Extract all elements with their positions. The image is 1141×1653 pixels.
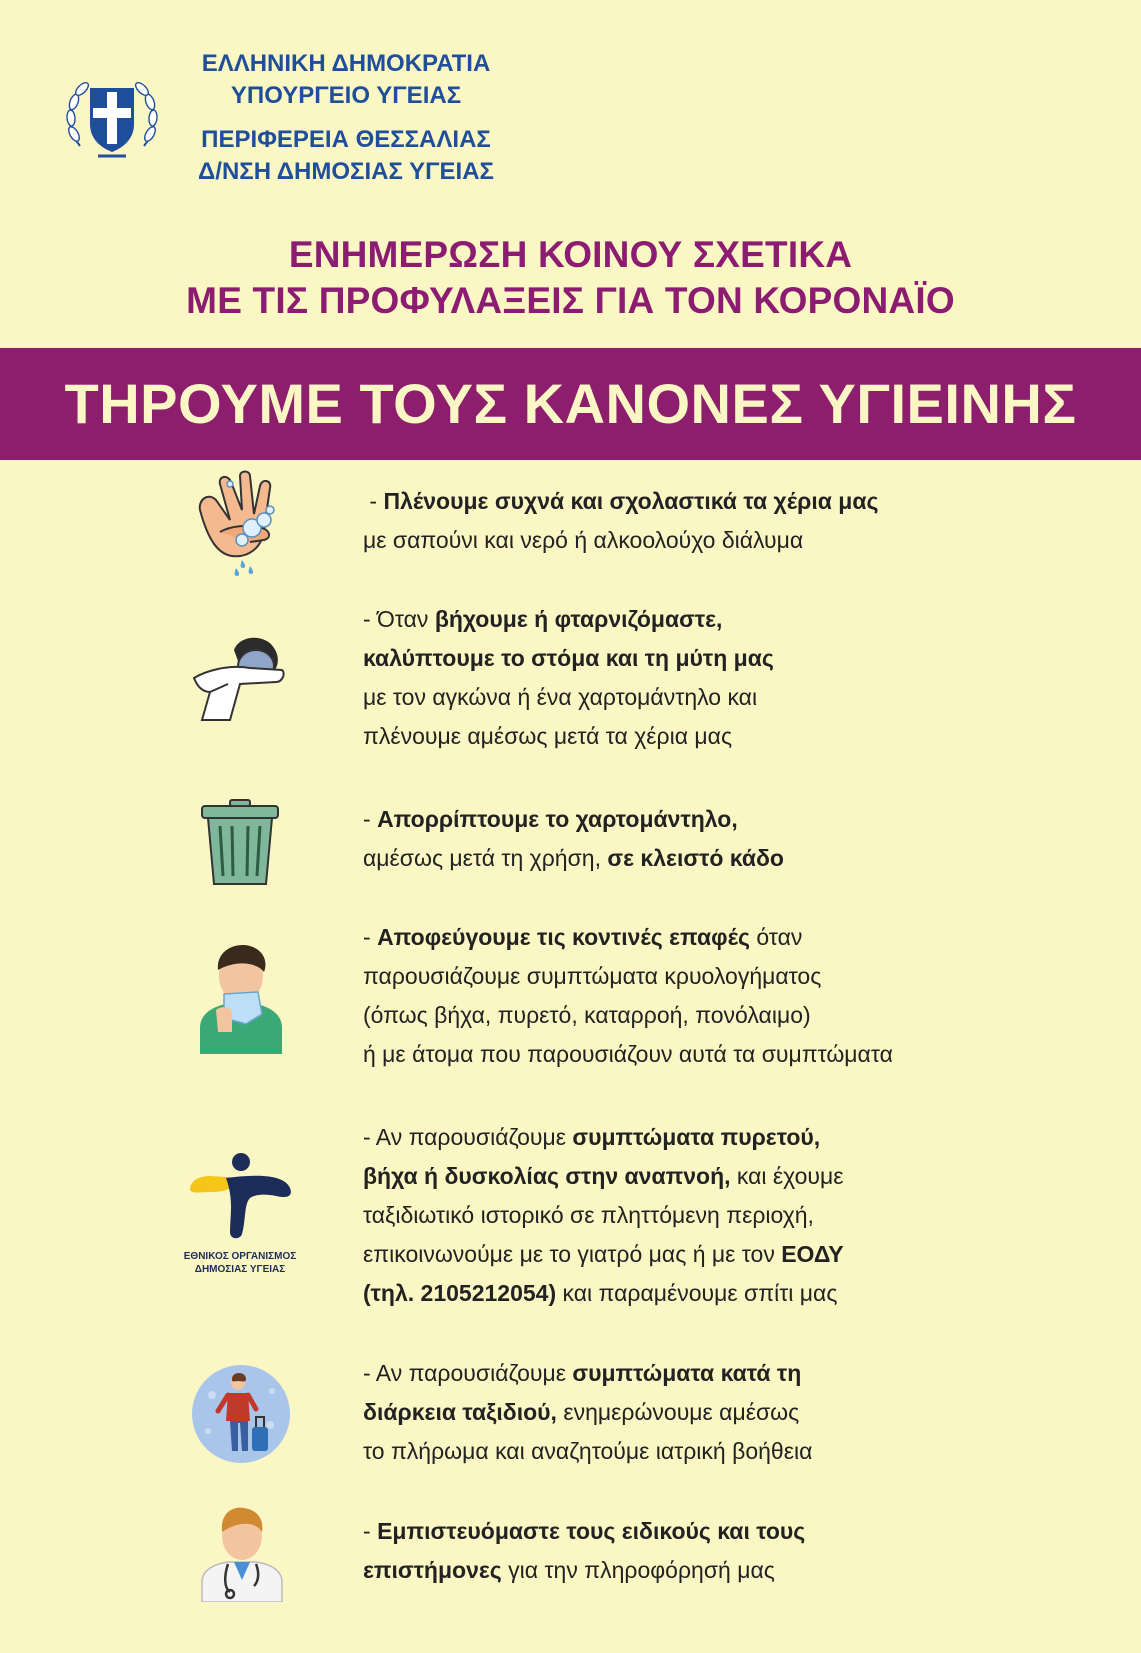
rule-text: όταν — [749, 924, 803, 950]
rule-text-bold: επιστήμονες — [363, 1557, 502, 1583]
rule-text-bold: καλύπτουμε το στόμα και τη μύτη μας — [363, 645, 774, 671]
rule-line — [363, 1118, 1103, 1157]
eody-logo-text — [170, 1250, 310, 1276]
greek-cross-emblem-icon — [62, 68, 162, 168]
sneezing-into-elbow-icon — [190, 632, 290, 722]
eody-logo-text-line-2: ΔΗΜΟΣΙΑΣ ΥΓΕΙΑΣ — [194, 1264, 286, 1275]
rule-line — [363, 639, 1103, 678]
rule-line — [363, 918, 1103, 957]
rule-text: επικοινωνούμε με το γιατρό μας ή με τον — [363, 1241, 782, 1267]
rule-line — [363, 800, 1103, 839]
rule-line — [363, 717, 1103, 756]
rule-line — [363, 1235, 1103, 1274]
rule-text: για την πληροφόρησή μας — [501, 1557, 775, 1583]
rule-text: - — [363, 1518, 378, 1544]
rule-text: - Όταν — [363, 606, 435, 632]
rule-line — [363, 521, 1103, 560]
eody-logo-text-line-1: ΕΘΝΙΚΟΣ ΟΡΓΑΝΙΣΜΟΣ — [183, 1251, 297, 1262]
rule-line — [363, 1512, 1103, 1551]
trash-bin-icon — [200, 798, 280, 886]
rule-line — [363, 1393, 1103, 1432]
org-region — [176, 124, 516, 188]
hand-washing-icon — [190, 470, 290, 580]
rule-text: παρουσιάζουμε συμπτώματα κρυολογήματος — [363, 963, 822, 989]
rule-text-bold: βήχα ή δυσκολίας στην αναπνοή, — [363, 1163, 731, 1189]
rule-text: αμέσως μετά τη χρήση, — [363, 845, 608, 871]
page-title: ΤΗΡΟΥΜΕ ΤΟΥΣ ΚΑΝΟΝΕΣ ΥΓΙΕΙΝΗΣ — [64, 372, 1077, 435]
rule-line — [363, 1551, 1103, 1590]
rule-text-bold: Αποφεύγουμε τις κοντινές επαφές — [377, 924, 750, 950]
rule-cover-cough — [363, 600, 1103, 756]
rule-line — [363, 1432, 1103, 1471]
subtitle-line-1: ΕΝΗΜΕΡΩΣΗ ΚΟΙΝΟΥ ΣΧΕΤΙΚΑ — [288, 234, 853, 275]
rule-contact-eody — [363, 1118, 1103, 1313]
rule-text: το πλήρωμα και αναζητούμε ιατρική βοήθεια — [363, 1438, 813, 1464]
rule-text-bold: Απορρίπτουμε το χαρτομάντηλο, — [377, 806, 738, 832]
rule-text-bold: (τηλ. 2105212054) — [363, 1280, 557, 1306]
rule-hand-washing — [363, 482, 1103, 560]
rule-text: ή με άτομα που παρουσιάζουν αυτά τα συμπτώματα — [363, 1041, 893, 1067]
rule-travel-symptoms — [363, 1354, 1103, 1471]
org-ministry — [176, 48, 516, 112]
org-line-republic: ΕΛΛΗΝΙΚΗ ΔΗΜΟΚΡΑΤΙΑ — [201, 50, 491, 77]
rule-dispose-tissue — [363, 800, 1103, 878]
subtitle-line-2: ΜΕ ΤΙΣ ΠΡΟΦΥΛΑΞΕΙΣ ΓΙΑ ΤΟΝ ΚΟΡΟΝΑΪΟ — [186, 280, 955, 321]
rule-text-bold: Εμπιστευόμαστε τους ειδικούς και τους — [377, 1518, 806, 1544]
rule-text-bold: συμπτώματα κατά τη — [572, 1360, 802, 1386]
rule-line — [363, 996, 1103, 1035]
rule-text: με τον αγκώνα ή ένα χαρτομάντηλο και — [363, 684, 758, 710]
rule-text-bold: ΕΟΔΥ — [781, 1241, 844, 1267]
traveler-woman-icon — [192, 1365, 290, 1463]
rule-text: και έχουμε — [730, 1163, 844, 1189]
rule-line — [363, 1354, 1103, 1393]
eody-logo-icon — [186, 1150, 296, 1242]
rule-line — [363, 678, 1103, 717]
org-line-directorate: Δ/ΝΣΗ ΔΗΜΟΣΙΑΣ ΥΓΕΙΑΣ — [198, 158, 494, 185]
rule-text: (όπως βήχα, πυρετό, καταρροή, πονόλαιμο) — [363, 1002, 811, 1028]
rule-line — [363, 1196, 1103, 1235]
rule-line — [363, 957, 1103, 996]
rule-text: - — [363, 924, 378, 950]
rule-line — [363, 1035, 1103, 1074]
rule-text: με σαπούνι και νερό ή αλκοολούχο διάλυμα — [363, 527, 804, 553]
rule-text: - Αν παρουσιάζουμε — [363, 1124, 573, 1150]
rule-avoid-contact — [363, 918, 1103, 1074]
title-banner — [0, 348, 1141, 460]
sick-person-tissue-icon — [196, 942, 286, 1054]
rule-line — [363, 839, 1103, 878]
rule-text: ενημερώνουμε αμέσως — [556, 1399, 800, 1425]
rule-line — [363, 1157, 1103, 1196]
rule-line — [363, 1274, 1103, 1313]
rule-text-bold: βήχουμε ή φταρνιζόμαστε, — [434, 606, 723, 632]
rule-text-bold: Πλένουμε συχνά και σχολαστικά τα χέρια μας — [383, 488, 879, 514]
rule-text: πλένουμε αμέσως μετά τα χέρια μας — [363, 723, 733, 749]
rule-text: - Αν παρουσιάζουμε — [363, 1360, 573, 1386]
rule-text: ταξιδιωτικό ιστορικό σε πληττόμενη περιοχή, — [363, 1202, 814, 1228]
rule-text: - — [363, 488, 384, 514]
doctor-icon — [200, 1502, 284, 1602]
rule-text: και παραμένουμε σπίτι μας — [556, 1280, 838, 1306]
rule-trust-experts — [363, 1512, 1103, 1590]
page-subtitle — [0, 232, 1141, 324]
org-line-ministry: ΥΠΟΥΡΓΕΙΟ ΥΓΕΙΑΣ — [230, 82, 462, 109]
rule-text: - — [363, 806, 378, 832]
rule-text-bold: σε κλειστό κάδο — [607, 845, 784, 871]
org-line-region: ΠΕΡΙΦΕΡΕΙΑ ΘΕΣΣΑΛΙΑΣ — [201, 126, 491, 153]
rule-line — [363, 600, 1103, 639]
rule-text-bold: συμπτώματα πυρετού, — [572, 1124, 821, 1150]
rule-text-bold: διάρκεια ταξιδιού, — [363, 1399, 557, 1425]
rule-line — [363, 482, 1103, 521]
